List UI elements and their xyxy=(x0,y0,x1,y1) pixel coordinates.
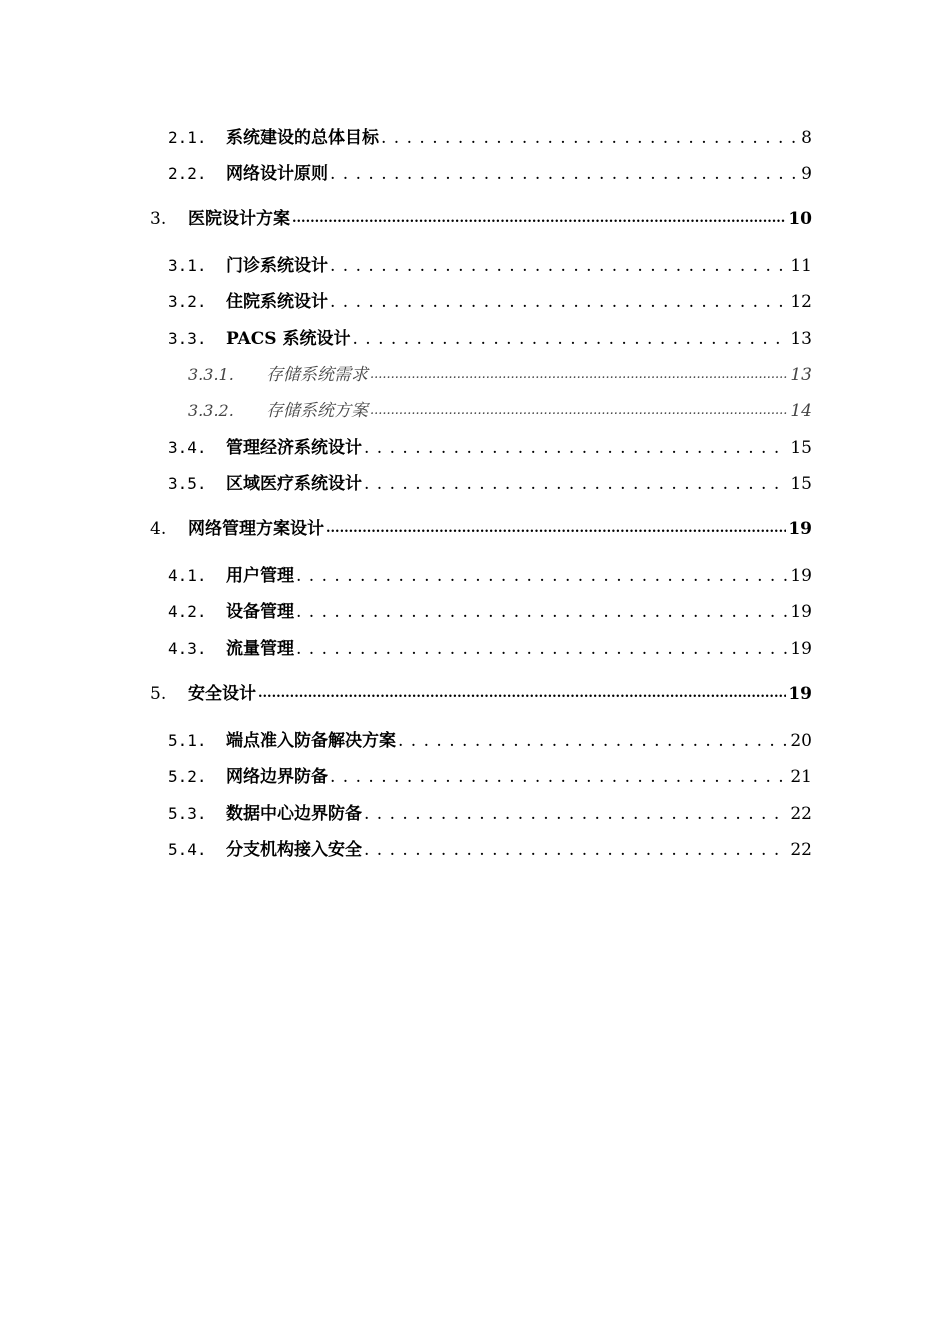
toc-page: 21 xyxy=(790,767,812,787)
dot-leader xyxy=(330,765,788,789)
toc-entry[interactable] xyxy=(168,327,812,351)
toc-title: 门诊系统设计 xyxy=(226,256,328,276)
toc-page: 14 xyxy=(790,401,812,421)
toc-page: 11 xyxy=(790,256,812,276)
toc-entry[interactable] xyxy=(168,729,812,753)
dot-leader xyxy=(258,682,786,706)
toc-number: 3.5. xyxy=(168,474,207,493)
toc-number: 3.3.2. xyxy=(188,401,234,420)
dot-leader xyxy=(292,207,786,231)
dot-leader xyxy=(296,600,788,624)
toc-entry[interactable] xyxy=(168,290,812,314)
toc-page: 19 xyxy=(788,684,812,704)
toc-page: 19 xyxy=(790,639,812,659)
toc-page: 8 xyxy=(801,128,812,148)
dot-leader xyxy=(296,637,788,661)
toc-title: PACS 系统设计 xyxy=(226,329,351,349)
dot-leader xyxy=(364,802,788,826)
toc-page: 19 xyxy=(788,519,812,539)
toc-title: 网络边界防备 xyxy=(226,767,328,787)
toc-entry[interactable] xyxy=(150,517,812,541)
toc-number: 3.3.1. xyxy=(188,365,234,384)
toc-entry[interactable] xyxy=(150,207,812,231)
dot-leader xyxy=(330,290,788,314)
toc-title: 住院系统设计 xyxy=(226,292,328,312)
toc-number: 4. xyxy=(150,519,167,539)
toc-entry[interactable] xyxy=(168,802,812,826)
toc-entry[interactable] xyxy=(168,254,812,278)
toc-number: 2.2. xyxy=(168,164,207,183)
toc-number: 5.1. xyxy=(168,731,207,750)
toc-page: 10 xyxy=(788,209,812,229)
toc-title: 分支机构接入安全 xyxy=(226,840,362,860)
toc-page: 9 xyxy=(801,164,812,184)
dot-leader xyxy=(330,254,788,278)
dot-leader xyxy=(364,838,788,862)
toc-title: 用户管理 xyxy=(226,566,294,586)
dot-leader xyxy=(364,436,788,460)
toc-title: 网络设计原则 xyxy=(226,164,328,184)
toc-page: 13 xyxy=(790,329,812,349)
toc-title: 区域医疗系统设计 xyxy=(226,474,362,494)
toc-number: 4.2. xyxy=(168,602,207,621)
toc-entry[interactable] xyxy=(168,600,812,624)
toc-title: 存储系统需求 xyxy=(266,365,368,385)
dot-leader xyxy=(326,517,786,541)
toc-number: 3.2. xyxy=(168,292,207,311)
toc-entry[interactable] xyxy=(150,682,812,706)
toc-page: 15 xyxy=(790,474,812,494)
dot-leader xyxy=(364,472,788,496)
toc-number: 5.4. xyxy=(168,840,207,859)
toc-title: 系统建设的总体目标 xyxy=(226,128,379,148)
toc-title: 存储系统方案 xyxy=(266,401,368,421)
dot-leader xyxy=(370,399,788,423)
toc-page: 20 xyxy=(790,731,812,751)
toc-title: 安全设计 xyxy=(188,684,256,704)
toc-number: 5.3. xyxy=(168,804,207,823)
toc-page: 19 xyxy=(790,602,812,622)
toc-number: 5. xyxy=(150,684,167,704)
dot-leader xyxy=(398,729,788,753)
dot-leader xyxy=(296,564,788,588)
toc-title: 管理经济系统设计 xyxy=(226,438,362,458)
dot-leader xyxy=(370,363,788,387)
toc-entry[interactable] xyxy=(188,399,812,423)
toc-entry[interactable] xyxy=(188,363,812,387)
toc-title: 数据中心边界防备 xyxy=(226,804,362,824)
toc-page: 22 xyxy=(790,840,812,860)
toc-number: 3. xyxy=(150,209,167,229)
dot-leader xyxy=(330,162,799,186)
toc-page: 13 xyxy=(790,365,812,385)
toc-entry[interactable] xyxy=(168,436,812,460)
toc-number: 3.3. xyxy=(168,329,207,348)
toc-title: 设备管理 xyxy=(226,602,294,622)
toc-entry[interactable] xyxy=(168,765,812,789)
toc-entry[interactable] xyxy=(168,564,812,588)
toc-title: 流量管理 xyxy=(226,639,294,659)
toc-title: 医院设计方案 xyxy=(188,209,290,229)
toc-page: 15 xyxy=(790,438,812,458)
toc-number: 3.1. xyxy=(168,256,207,275)
toc-title: 网络管理方案设计 xyxy=(188,519,324,539)
toc-entry[interactable] xyxy=(168,162,812,186)
toc-number: 5.2. xyxy=(168,767,207,786)
toc-number: 4.3. xyxy=(168,639,207,658)
toc-title: 端点准入防备解决方案 xyxy=(226,731,396,751)
toc-entry[interactable] xyxy=(168,472,812,496)
toc-entry[interactable] xyxy=(168,838,812,862)
toc-number: 4.1. xyxy=(168,566,207,585)
toc-page: 12 xyxy=(790,292,812,312)
toc-page: 22 xyxy=(790,804,812,824)
toc-entry[interactable] xyxy=(168,126,812,150)
toc-number: 3.4. xyxy=(168,438,207,457)
dot-leader xyxy=(352,327,788,351)
toc-entry[interactable] xyxy=(168,637,812,661)
toc-number: 2.1. xyxy=(168,128,207,147)
dot-leader xyxy=(381,126,799,150)
toc-page: 19 xyxy=(790,566,812,586)
